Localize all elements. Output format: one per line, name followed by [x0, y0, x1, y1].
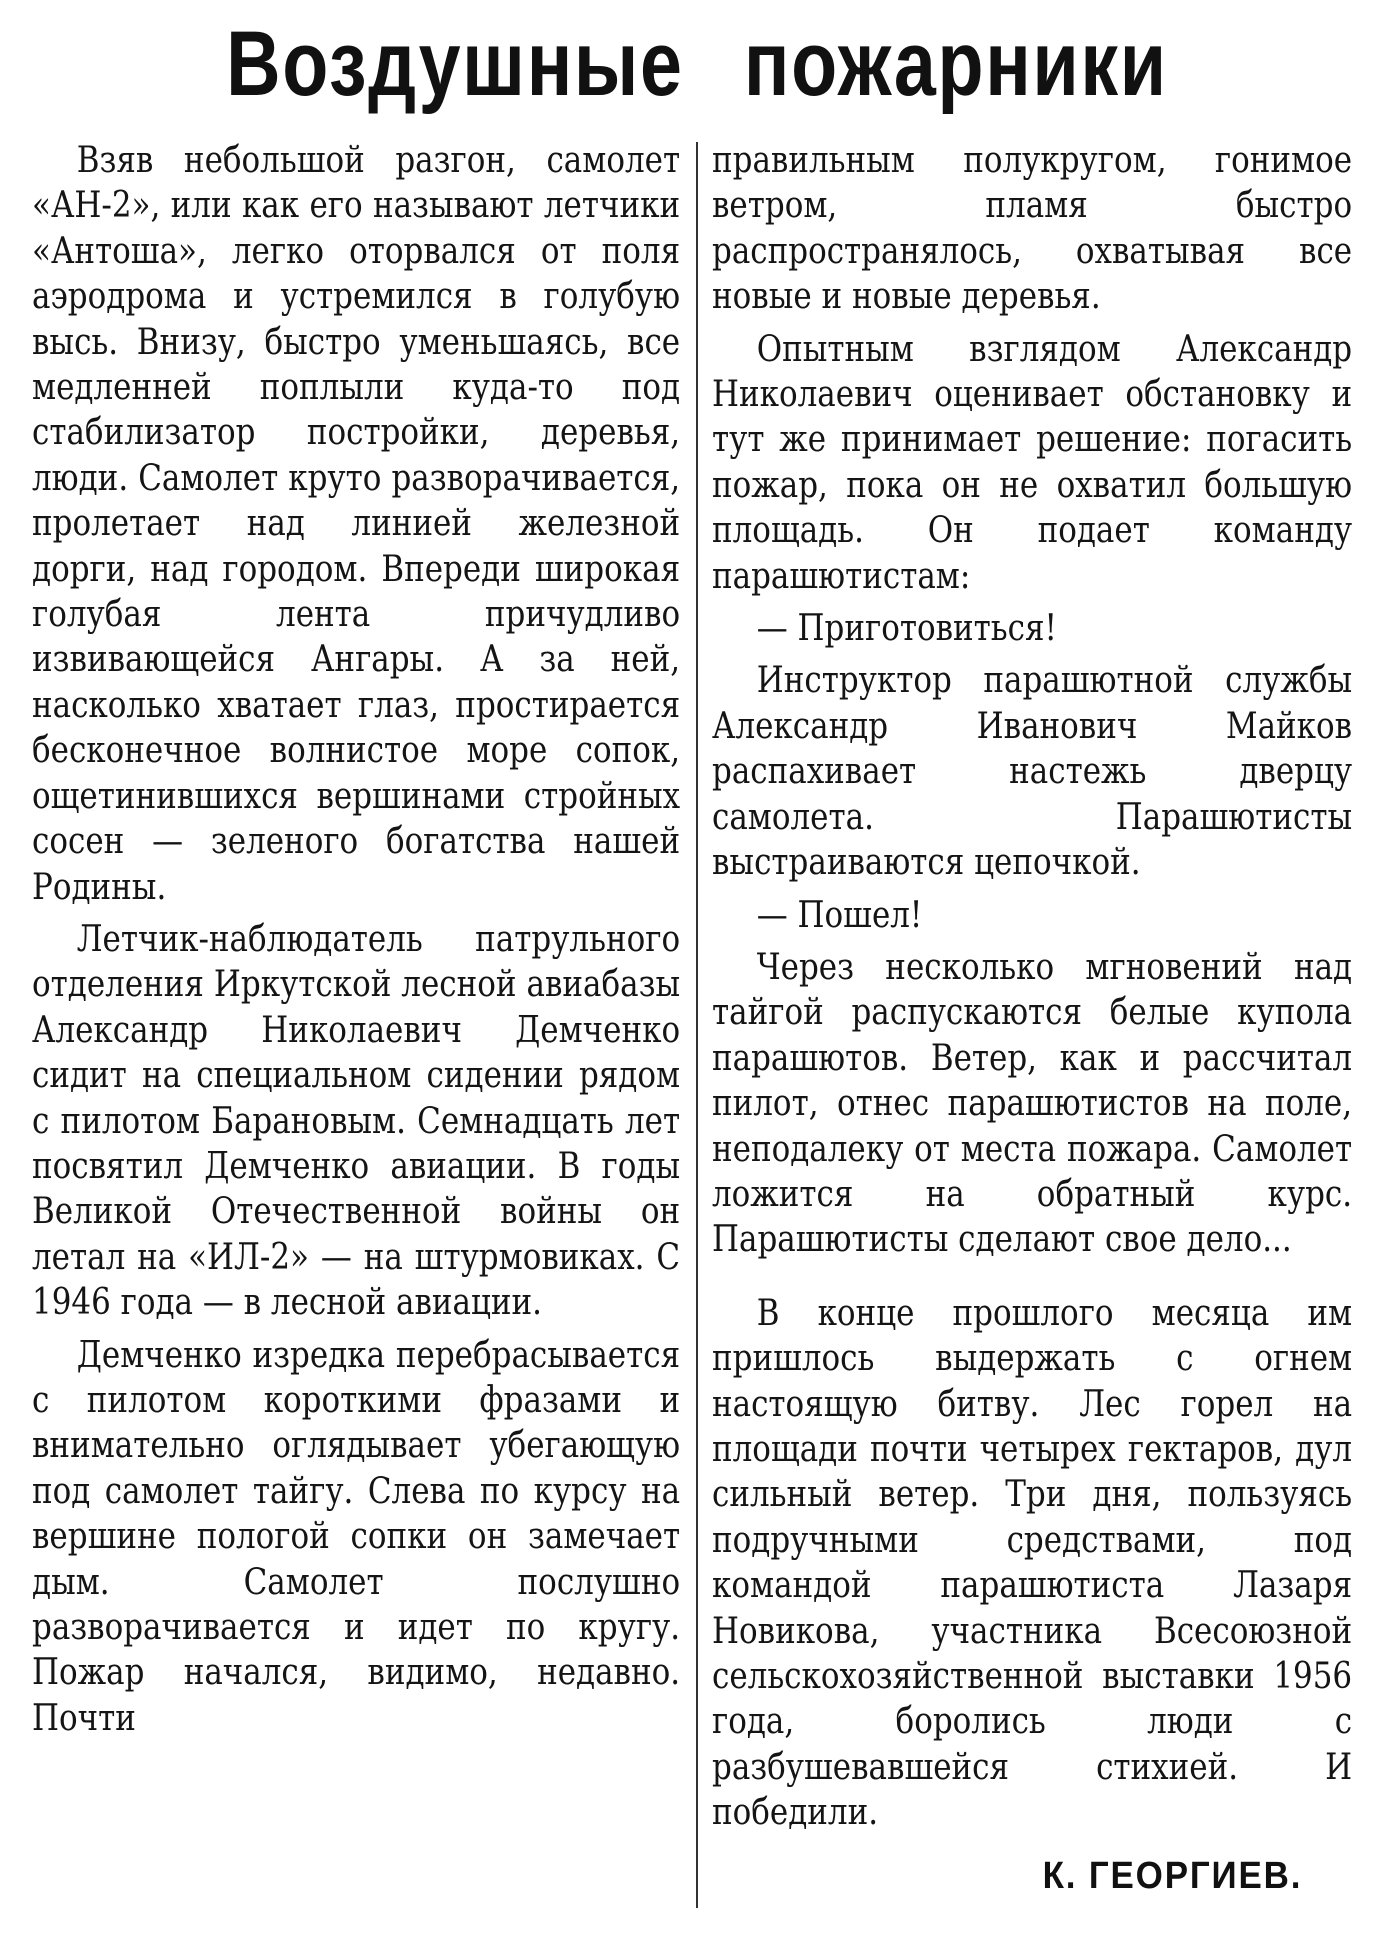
left-column [32, 138, 680, 1748]
dialog-prepare: — Приготовиться! [756, 608, 1057, 650]
paragraph-takeoff: Взяв небольшой разгон, самолет «АН-2», или как его называют летчики «Антоша», легко оторвался от поля аэродрома и устремился в голубую высь. Внизу, быстро уменьшаясь, все медленней поплыли куда-то под стабилизатор постройки, деревья, люди. Самолет круто разворачивается, пролетает над линией железной дорги, над городом. Впереди широкая голубая лента причудливо извивающейся Ангары. А за ней, насколько хватает глаз, простирается бесконечное волнистое море сопок, ощетинившихся вершинами стройных сосен — зеленого богатства нашей Родины. [32, 140, 681, 908]
column-divider [696, 142, 698, 1908]
right-column [712, 138, 1352, 1843]
paragraph-smoke: Демченко изредка перебрасывается с пилотом короткими фразами и внимательно оглядывает убегающую под самолет тайгу. Слева по курсу на вершине пологой сопки он замечает дым. Самолет послушно разворачивается и идет по кругу. Пожар начался, видимо, недавно. Почти [32, 1334, 681, 1739]
paragraph-observer: Летчик-наблюдатель патрульного отделения Иркутской лесной авиабазы Александр Николаевич Демченко сидит на специальном сидении рядом с пилотом Барановым. Семнадцать лет посвятил Демченко авиации. В годы Великой Отечественной войны он летал на «ИЛ-2» — на штурмовиках. С 1946 года — в лесной авиации. [32, 918, 681, 1324]
dialog-go: — Пошел! [756, 894, 923, 936]
paragraph-instructor: Инструктор парашютной службы Александр Иванович Майков распахивает настежь дверцу самолета. Парашютисты выстраиваются цепочкой. [712, 660, 1353, 884]
paragraph-parachutes: Через несколько мгновений над тайгой распускаются белые купола парашютов. Ветер, как и рассчитал пилот, отнес парашютистов на поле, неподалеку от места пожара. Самолет ложится на обратный курс. Парашютисты сделают свое дело... [712, 946, 1353, 1261]
paragraph-fire-spread: правильным полукругом, гонимое ветром, пламя быстро распространялось, охватывая все новые и новые деревья. [712, 140, 1353, 318]
author-signature: К. ГЕОРГИЕВ. [1042, 1855, 1302, 1897]
paragraph-decision: Опытным взглядом Александр Николаевич оценивает обстановку и тут же принимает решение: погасить пожар, пока он не охватил большую площадь. Он подает команду парашютистам: [712, 328, 1353, 597]
article-headline: Воздушные пожарники [226, 13, 1168, 115]
paragraph-battle: В конце прошлого месяца им пришлось выдержать с огнем настоящую битву. Лес горел на площади почти четырех гектаров, дул сильный ветер. Три дня, пользуясь подручными средствами, под командой парашютиста Лазаря Новикова, участника Всесоюзной сельскохозяйственной выставки 1956 года, боролись люди с разбушевавшейся стихией. И победили. [712, 1292, 1353, 1834]
